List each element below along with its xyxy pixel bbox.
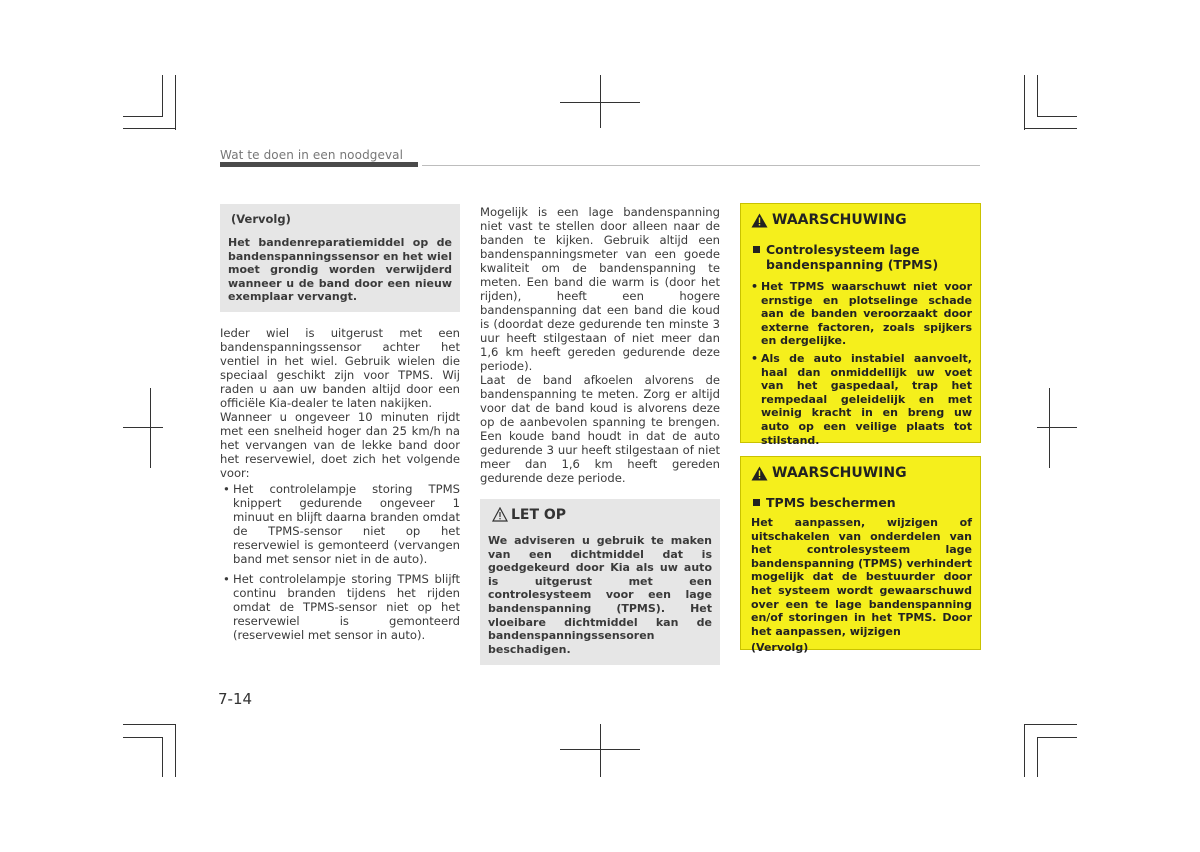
warning-heading — [751, 465, 972, 481]
crop-mark — [1024, 724, 1077, 725]
caution-heading — [492, 507, 712, 522]
body-paragraph: Laat de band afkoelen alvorens de bandenspanning te meten. Zorg er altijd voor dat de band koud is alvorens deze op de aanbevolen spanning te brengen. Een koude band houdt in dat de auto gedurende 3 uur heeft stilgestaan of niet meer dan 1,6 km heeft gereden gedurende deze periode. — [480, 373, 720, 485]
section-header: Wat te doen in een noodgeval — [220, 148, 404, 162]
bullet-icon: • — [751, 280, 759, 293]
bullet-icon: • — [223, 481, 230, 496]
warning-title: WAARSCHUWING — [772, 212, 907, 228]
crop-mark — [1024, 75, 1025, 130]
list-item — [751, 280, 972, 348]
continued-label: (Vervolg) — [231, 212, 291, 226]
list-item — [220, 572, 460, 642]
continued-note-box — [220, 204, 460, 312]
caution-text: We adviseren u gebruik te maken van een dichtmiddel dat is goedgekeurd door Kia als uw auto is uitgerust met een controlesysteem voor een lage bandenspanning (TPMS). Het vloeibare dichtmiddel kan de bandenspanningssensoren beschadigen. — [488, 534, 712, 656]
warning-icon — [751, 466, 768, 481]
crop-mark — [162, 75, 163, 117]
left-column — [220, 204, 460, 642]
crop-mark — [1037, 737, 1038, 777]
crop-mark — [123, 737, 163, 738]
body-paragraph: Ieder wiel is uitgerust met een bandenspanningssensor achter het ventiel in het wiel. Gebruik wielen die speciaal geschikt zijn voor TPMS. Wij raden u aan uw banden altijd door een officiële Kia-dealer te laten nakijken. — [220, 325, 460, 410]
bullet-icon: • — [751, 351, 759, 365]
crop-mark — [123, 116, 163, 117]
body-paragraph: Wanneer u ongeveer 10 minuten rijdt met een snelheid hoger dan 25 km/h na het vervangen van de lekke band door het reservewiel, doet zich het volgende voor: — [220, 409, 460, 480]
warning-subtitle: TPMS beschermen — [766, 495, 896, 510]
crop-mark — [1037, 75, 1038, 117]
crop-mark — [1037, 116, 1077, 117]
continued-note-text: Het bandenreparatiemiddel op de bandenspanningssensor en het wiel moet grondig worden verwijderd wanneer u de band door een nieuw exemplaar vervangt. — [228, 236, 452, 304]
middle-column — [480, 205, 720, 665]
list-item — [220, 482, 460, 566]
left-body — [220, 326, 460, 642]
list-item-text: Het controlelampje storing TPMS blijft continu branden tijdens het rijden omdat de TPMS-sensor niet op het reservewiel is gemonteerd (reservewiel met sensor in auto). — [233, 571, 460, 642]
crop-mark — [175, 75, 176, 130]
center-mark — [1049, 388, 1050, 468]
warning-subheading — [751, 495, 972, 510]
center-mark — [560, 749, 640, 750]
crop-mark — [1037, 737, 1077, 738]
center-mark — [600, 724, 601, 777]
warning-heading — [751, 212, 972, 228]
header-rule — [422, 165, 980, 166]
caution-icon — [492, 507, 508, 522]
continued-label: (Vervolg) — [751, 641, 809, 655]
warning-icon — [751, 213, 768, 228]
crop-mark — [123, 128, 176, 129]
bullet-icon: • — [223, 571, 230, 586]
header-bar — [220, 162, 418, 167]
middle-body — [480, 205, 720, 485]
warning-subheading — [751, 242, 972, 272]
list-item-text: Als de auto instabiel aanvoelt, haal dan onmiddellijk uw voet van het gaspedaal, trap het rempedaal geleidelijk en met weinig kracht in en breng uw auto op een veilige plaats tot stilstand. — [761, 351, 972, 447]
list-item-text: Het TPMS waarschuwt niet voor ernstige en plotselinge schade aan de banden veroorzaakt door externe factoren, zoals spijkers en dergelijke. — [761, 280, 972, 348]
center-mark — [150, 388, 151, 468]
caution-box — [480, 499, 720, 665]
warning-box — [740, 203, 981, 447]
center-mark — [123, 427, 163, 428]
crop-mark — [162, 737, 163, 777]
crop-mark — [1024, 128, 1077, 129]
warning-text: Het aanpassen, wijzigen of uitschakelen van onderdelen van het controlesysteem lage bandenspanning (TPMS) verhindert mogelijk dat de bestuurder door het systeem wordt gewaarschuwd over een te lage bandenspanning en/of storingen in het TPMS. Door het aanpassen, wijzigen — [751, 516, 972, 638]
warning-subtitle: Controlesysteem lage bandenspanning (TPMS) — [766, 242, 939, 272]
center-mark — [1037, 427, 1077, 428]
caution-title: LET OP — [511, 506, 567, 523]
warning-box — [740, 456, 981, 655]
page-number: 7-14 — [218, 690, 253, 708]
crop-mark — [175, 724, 176, 777]
list-item-text: Het controlelampje storing TPMS knippert gedurende ongeveer 1 minuut en blijft daarna branden omdat de TPMS-sensor niet op het reservewiel is gemonteerd (vervangen band met sensor niet in de auto). — [233, 481, 460, 566]
body-paragraph: Mogelijk is een lage bandenspanning niet vast te stellen door alleen naar de banden te kijken. Gebruik altijd een bandenspanningsmeter van een goede kwaliteit om de bandenspanning te meten. Een band die warm is (door het rijden), heeft een hogere bandenspanning dat een band die koud is (doordat deze gedurende ten minste 3 uur heeft stilgestaan of niet meer dan 1,6 km heeft gereden gedurende deze periode). — [480, 205, 720, 373]
center-mark — [560, 102, 640, 103]
list-item — [751, 352, 972, 447]
warning-list — [751, 280, 972, 447]
crop-mark — [1024, 724, 1025, 777]
warning-title: WAARSCHUWING — [772, 465, 907, 481]
crop-mark — [123, 724, 176, 725]
square-bullet-icon — [753, 246, 760, 253]
square-bullet-icon — [753, 499, 760, 506]
